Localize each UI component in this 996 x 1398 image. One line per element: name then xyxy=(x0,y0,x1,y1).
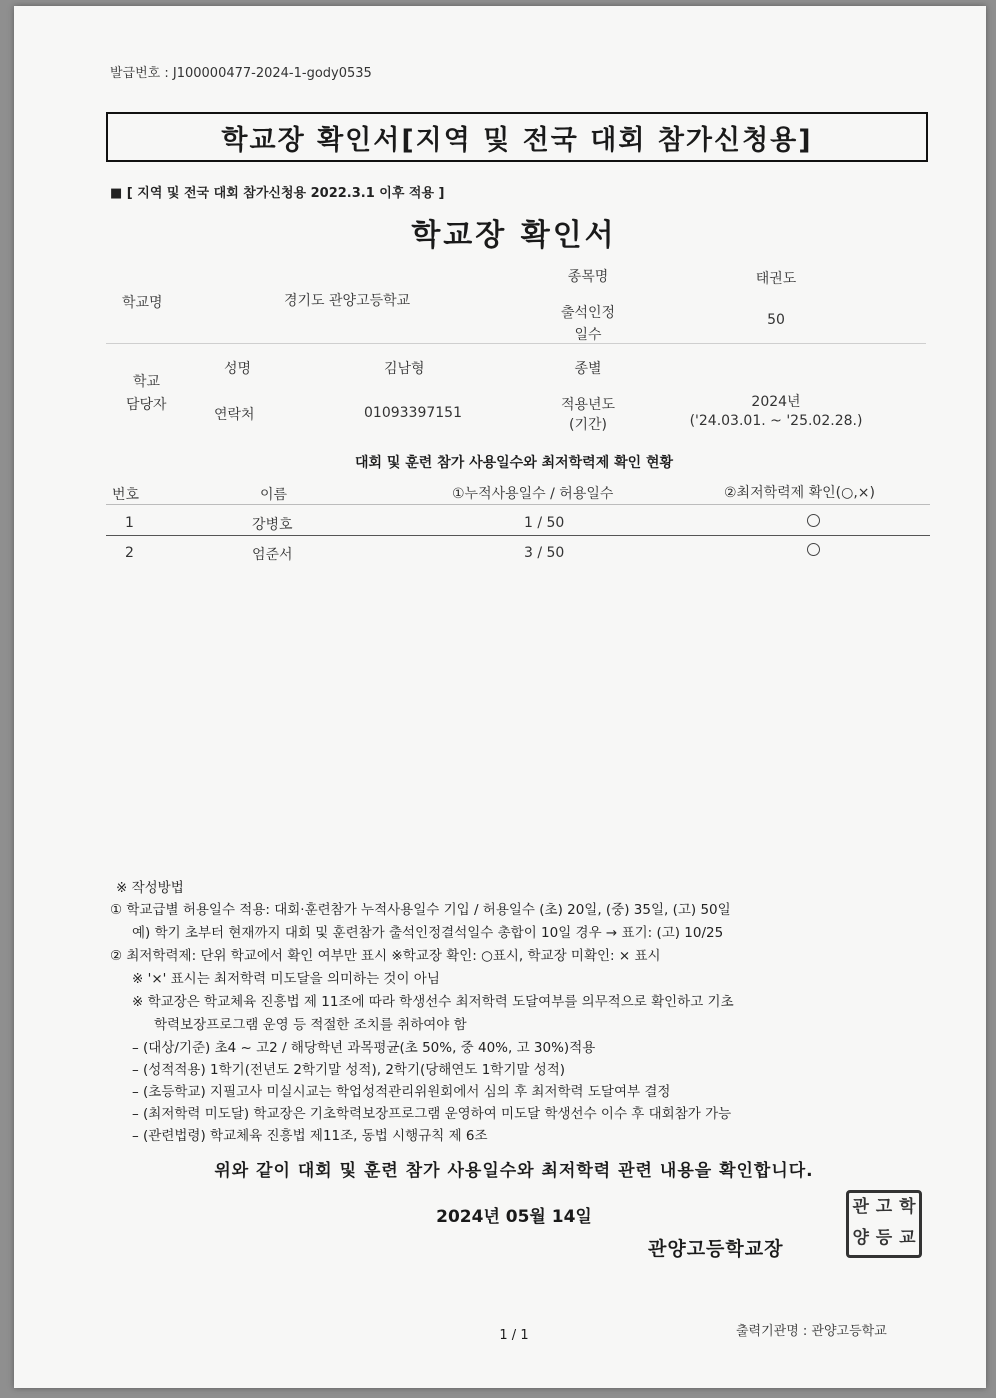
note-line: 예) 학기 초부터 현재까지 대회 및 훈련참가 출석인정결석일수 총합이 10일 경우 → 표기: (고) 10/25 xyxy=(132,925,724,941)
check-mark-icon xyxy=(807,514,820,527)
note-line: – (관련법령) 학교체육 진흥법 제11조, 동법 시행규칙 제 6조 xyxy=(132,1128,488,1144)
note-line: – (초등학교) 지필고사 미실시교는 학업성적관리위원회에서 심의 후 최저학력 도달여부 결정 xyxy=(132,1084,671,1100)
year-value: 2024년 xyxy=(751,394,801,410)
header-days: ①누적사용일수 / 허용일수 xyxy=(452,486,614,502)
section-note: ■ [ 지역 및 전국 대회 참가신청용 2022.3.1 이후 적용 ] xyxy=(110,186,445,201)
notes-heading: ※ 작성방법 xyxy=(116,880,184,896)
note-line: – (성적적용) 1학기(전년도 2학기말 성적), 2학기(당해연도 1학기말 성적) xyxy=(132,1062,566,1078)
year-label-2: (기간) xyxy=(569,417,607,433)
header-name: 이름 xyxy=(260,487,288,503)
sport-value: 태권도 xyxy=(755,271,797,287)
year-label: 적용년도 xyxy=(560,397,616,413)
confirmation-text: 위와 같이 대회 및 훈련 참가 사용일수와 최저학력 관련 내용을 확인합니다. xyxy=(214,1161,814,1181)
issue-date: 2024년 05월 14일 xyxy=(436,1207,592,1227)
row-number: 2 xyxy=(125,545,134,561)
name-value: 김남형 xyxy=(384,361,425,377)
page-number: 1 / 1 xyxy=(499,1328,529,1343)
attendance-value: 50 xyxy=(767,312,785,328)
issue-number: 발급번호 : J100000477-2024-1-gody0535 xyxy=(110,66,372,81)
sport-label: 종목명 xyxy=(567,269,609,285)
note-line: ※ '×' 표시는 최저학력 미도달을 의미하는 것이 아님 xyxy=(132,971,440,987)
school-label: 학교명 xyxy=(122,295,163,311)
manager-label: 학교 xyxy=(133,374,161,390)
contact-label: 연락처 xyxy=(214,407,255,423)
name-label: 성명 xyxy=(224,361,252,377)
note-line: 학력보장프로그램 운영 등 적절한 조치를 취하여야 함 xyxy=(154,1017,467,1033)
note-line: – (최저학력 미도달) 학교장은 기초학력보장프로그램 운영하여 미도달 학생선수 이수 후 대회참가 가능 xyxy=(132,1106,732,1122)
row-name: 강병호 xyxy=(252,517,293,533)
note-line: ※ 학교장은 학교체육 진흥법 제 11조에 따라 학생선수 최저학력 도달여부를 의무적으로 확인하고 기초 xyxy=(132,994,734,1010)
attendance-label-2: 일수 xyxy=(574,327,602,343)
check-mark-icon xyxy=(807,543,820,556)
attendance-label: 출석인정 xyxy=(560,305,616,321)
header-number: 번호 xyxy=(112,487,140,503)
period-value: ('24.03.01. ~ '25.02.28.) xyxy=(689,413,863,429)
table-row-divider xyxy=(106,535,930,536)
divider xyxy=(106,343,926,344)
output-organization: 출력기관명 : 관양고등학교 xyxy=(736,1324,887,1339)
note-line: ② 최저학력제: 단위 학교에서 확인 여부만 표시 ※학교장 확인: ○표시, 학교장 미확인: × 표시 xyxy=(110,948,661,964)
row-days: 1 / 50 xyxy=(524,515,565,531)
note-line: – (대상/기준) 초4 ~ 고2 / 해당학년 과목평균(초 50%, 중 40%, 고 30%)적용 xyxy=(132,1040,596,1056)
status-title: 대회 및 훈련 참가 사용일수와 최저학력제 확인 현황 xyxy=(354,455,674,471)
type-label: 종별 xyxy=(574,361,602,377)
header-title: 학교장 확인서[지역 및 전국 대회 참가신청용] xyxy=(106,112,928,162)
document-page xyxy=(14,6,986,1388)
official-seal: 관 고 학 양 등 교 xyxy=(846,1190,922,1258)
row-name: 엄준서 xyxy=(252,547,293,563)
principal-name: 관양고등학교장 xyxy=(648,1238,784,1260)
main-title: 학교장 확인서 xyxy=(411,218,617,253)
contact-value: 01093397151 xyxy=(364,405,462,421)
header-check: ②최저학력제 확인(○,×) xyxy=(724,485,875,501)
table-header-divider xyxy=(106,504,930,505)
manager-label-2: 담당자 xyxy=(126,397,167,413)
school-value: 경기도 관양고등학교 xyxy=(284,293,411,309)
note-line: ① 학교급별 허용일수 적용: 대회·훈련참가 누적사용일수 기입 / 허용일수 (초) 20일, (중) 35일, (고) 50일 xyxy=(110,902,731,918)
row-days: 3 / 50 xyxy=(524,545,565,561)
row-number: 1 xyxy=(125,515,134,531)
